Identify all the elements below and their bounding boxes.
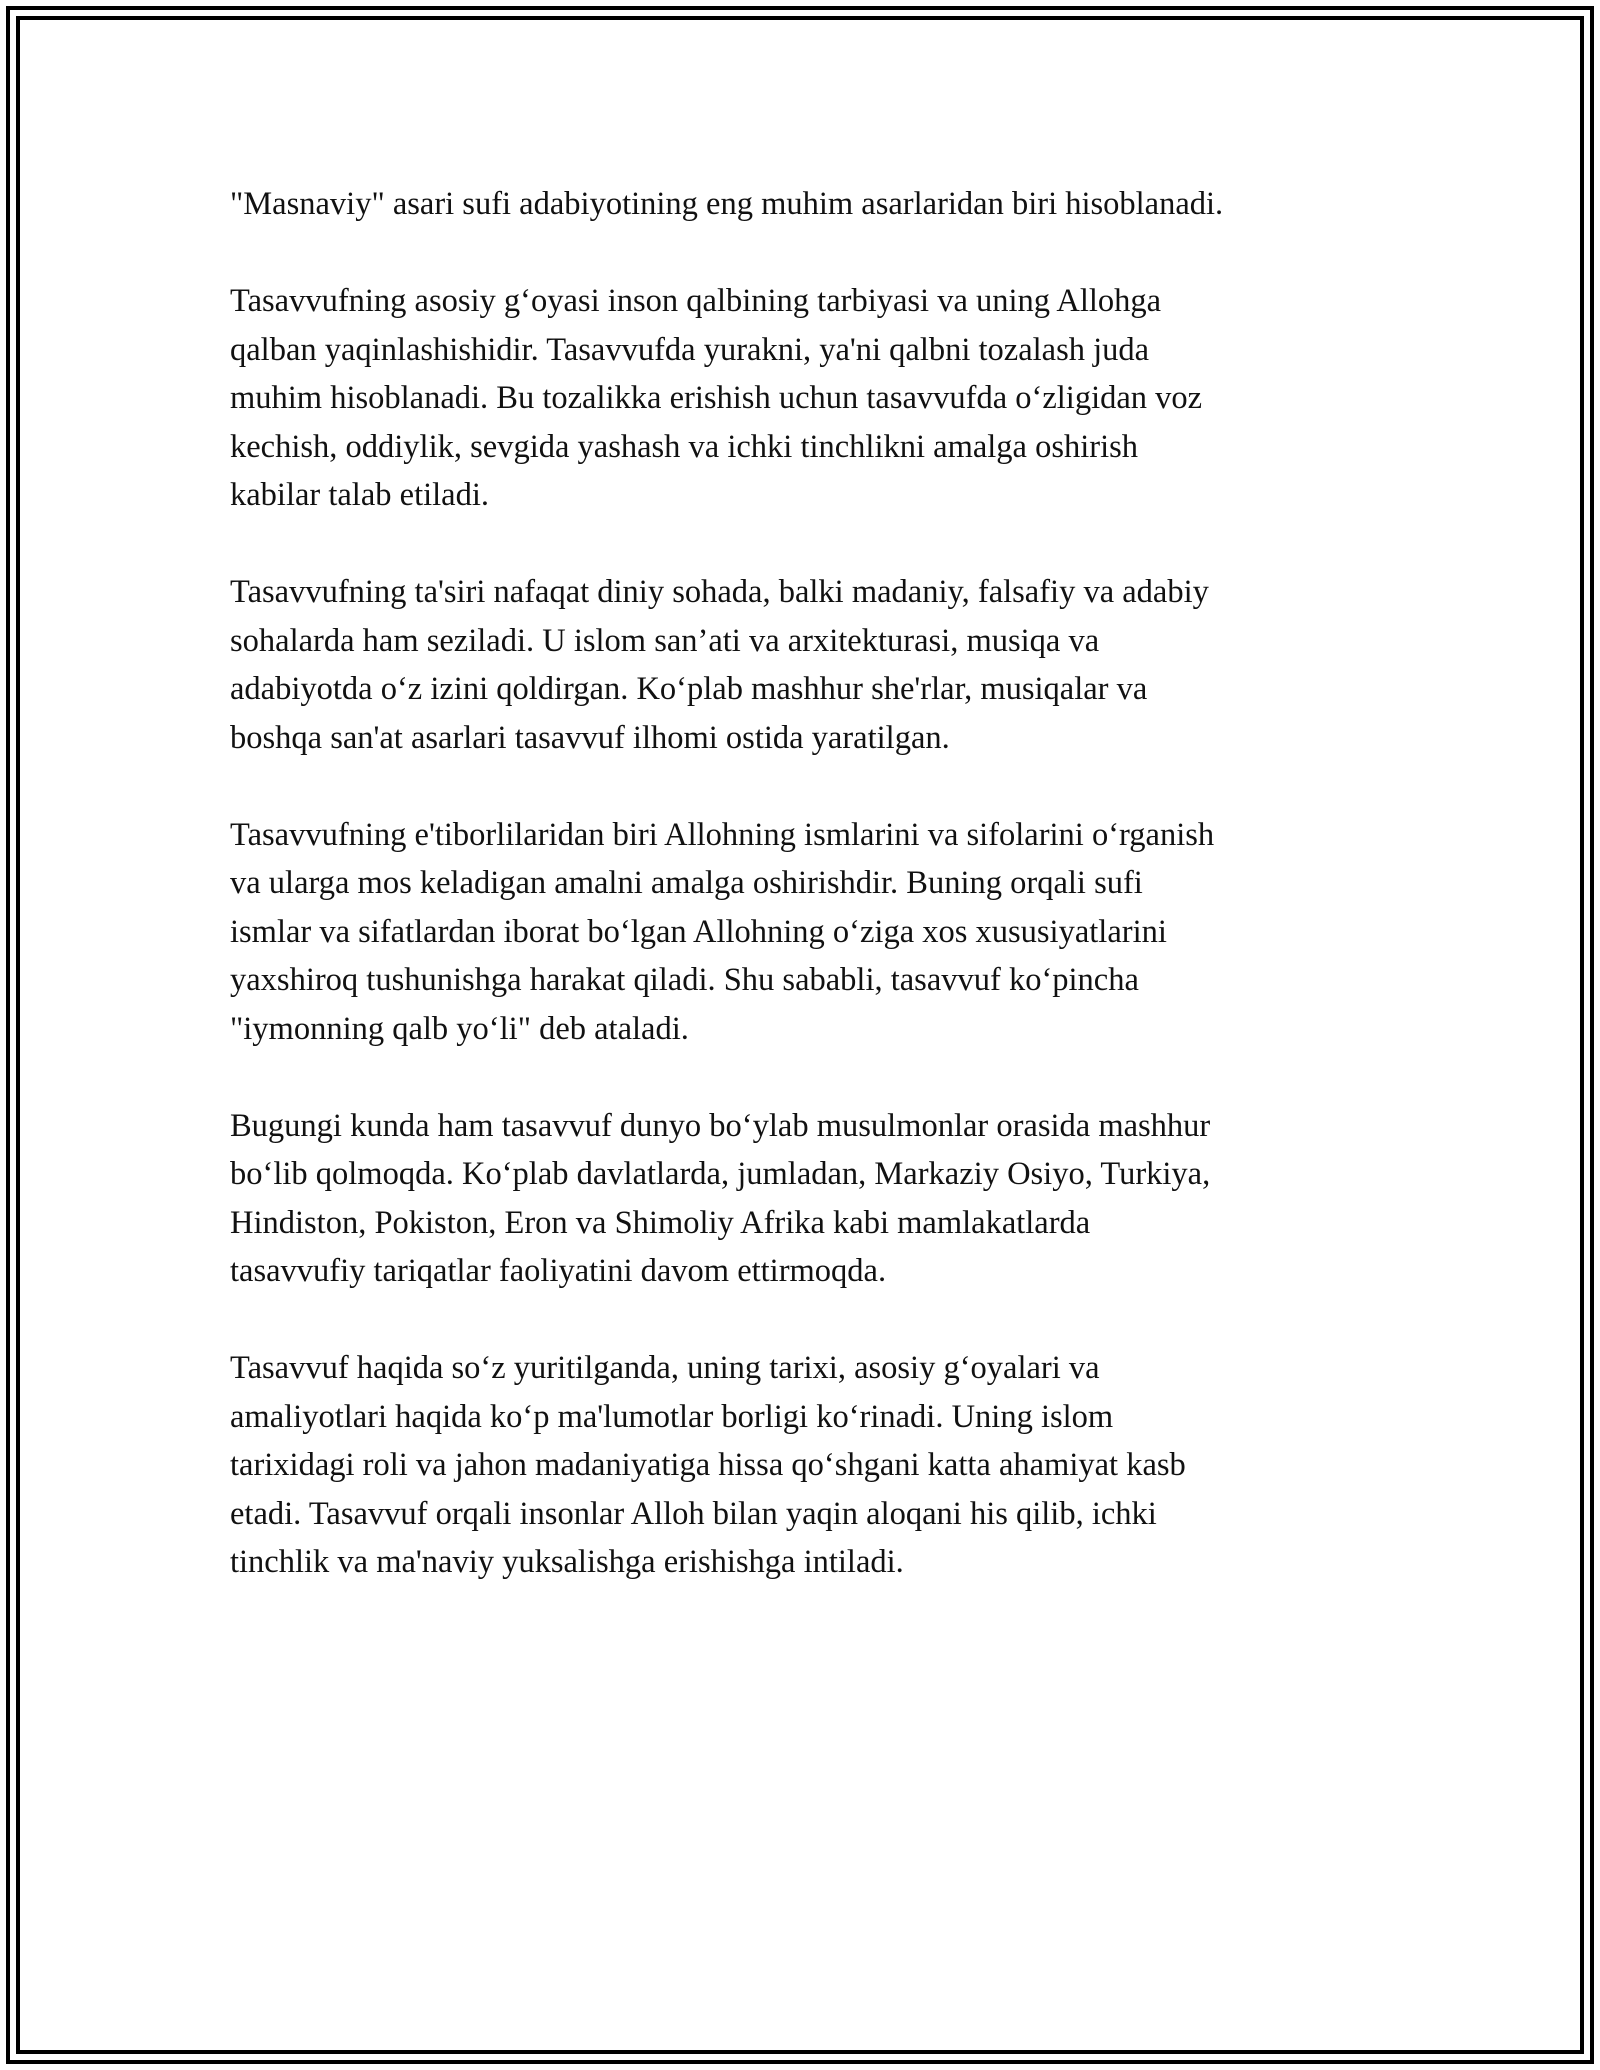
paragraph-main-idea: Tasavvufning asosiy g‘oyasi inson qalbining tarbiyasi va uning Allohga qalban yaqinlashishidir. Tasavvufda yurakni, ya'ni qalbni tozalash juda muhim hisoblanadi. Bu tozalikka erishish uchun tasavvufda o‘zligidan voz kechish, oddiylik, sevgida yashash va ichki tinchlikni amalga oshirish kabilar talab etiladi. [230, 283, 1203, 513]
paragraph-names-of-allah: Tasavvufning e'tiborlilaridan biri Allohning ismlarini va sifolarini o‘rganish va ularga mos keladigan amalni amalga oshirishdir. Buning orqali sufi ismlar va sifatlardan iborat bo‘lgan Allohning o‘ziga xos xususiyatlarini yaxshiroq tushunishga harakat qiladi. Shu sababli, tasavvuf ko‘pincha "iymonning qalb yo‘li" deb ataladi. [230, 816, 1215, 1047]
paragraph-influence: Tasavvufning ta'siri nafaqat diniy sohada, balki madaniy, falsafiy va adabiy sohalarda ham seziladi. U islom san’ati va arxitekturasi, musiqa va adabiyotda o‘z izini qoldirgan. Ko‘plab mashhur she'rlar, musiqalar va boshqa san'at asarlari tasavvuf ilhomi ostida yaratilgan. [230, 574, 1209, 756]
paragraph-today: Bugungi kunda ham tasavvuf dunyo bo‘ylab musulmonlar orasida mashhur bo‘lib qolmoqda. Ko‘plab davlatlarda, jumladan, Markaziy Osiyo, Turkiya, Hindiston, Pokiston, Eron va Shimoliy Afrika kabi mamlakatlarda tasavvufiy tariqatlar faoliyatini davom ettirmoqda. [230, 1107, 1211, 1289]
paragraph-masnaviy: "Masnaviy" asari sufi adabiyotining eng muhim asarlaridan biri hisoblanadi. [230, 186, 1224, 222]
paragraph-conclusion: Tasavvuf haqida so‘z yuritilganda, uning tarixi, asosiy g‘oyalari va amaliyotlari haqida ko‘p ma'lumotlar borligi ko‘rinadi. Uning islom tarixidagi roli va jahon madaniyatiga hissa qo‘shgani katta ahamiyat kasb etadi. Tasavvuf orqali insonlar Alloh bilan yaqin aloqani his qilib, ichki tinchlik va ma'naviy yuksalishga erishishga intiladi. [230, 1350, 1186, 1580]
document-body [230, 180, 1375, 1635]
